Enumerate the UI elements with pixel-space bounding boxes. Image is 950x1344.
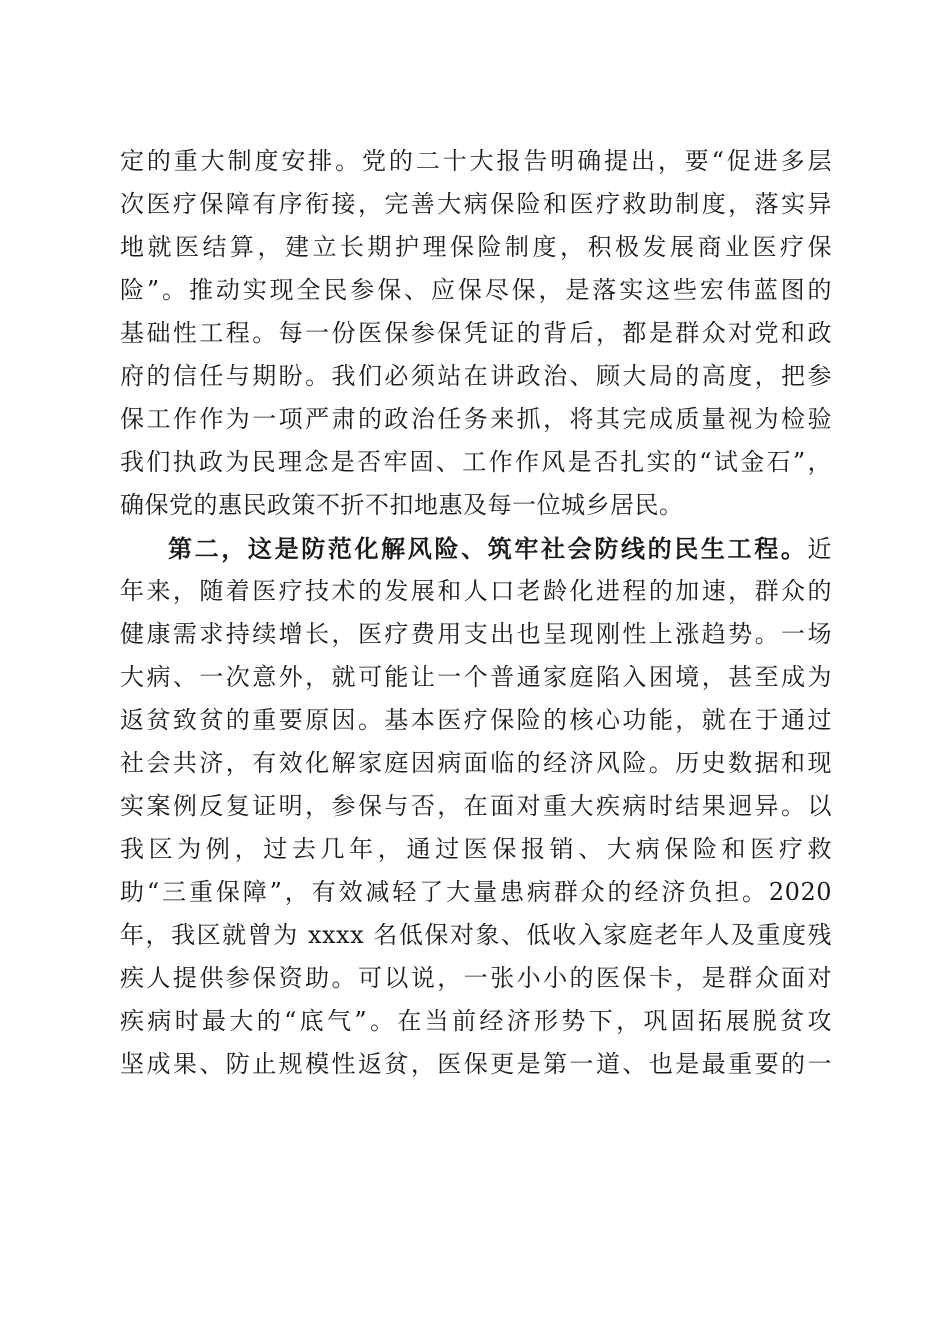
paragraph-2-line: 助“三重保障”，有效减轻了大量患病群众的经济负担。2020	[120, 878, 832, 906]
document-body	[120, 140, 832, 1086]
paragraph-2-line: 疾人提供参保资助。可以说，一张小小的医保卡，是群众面对	[120, 964, 832, 992]
paragraph-1-line: 险”。推动实现全民参保、应保尽保，是落实这些宏伟蓝图的	[120, 276, 832, 304]
paragraph-2-first-line	[120, 527, 832, 570]
paragraph-2-line: 大病、一次意外，就可能让一个普通家庭陷入困境，甚至成为	[120, 663, 832, 691]
paragraph-1-line: 保工作作为一项严肃的政治任务来抓，将其完成质量视为检验	[120, 405, 832, 433]
paragraph-2-text: 近	[807, 535, 832, 563]
paragraph-2-line: 健康需求持续增长，医疗费用支出也呈现刚性上涨趋势。一场	[120, 620, 832, 648]
paragraph-1-line: 地就医结算，建立长期护理保险制度，积极发展商业医疗保	[120, 233, 832, 261]
paragraph-1-line: 次医疗保障有序衔接，完善大病保险和医疗救助制度，落实异	[120, 190, 832, 218]
paragraph-2-line: 实案例反复证明，参保与否，在面对重大疾病时结果迥异。以	[120, 792, 832, 820]
paragraph-1-line: 我们执政为民理念是否牢固、工作作风是否扎实的“试金石”，	[120, 448, 832, 476]
paragraph-2-line: 社会共济，有效化解家庭因病面临的经济风险。历史数据和现	[120, 749, 832, 777]
paragraph-1-line: 基础性工程。每一份医保参保凭证的背后，都是群众对党和政	[120, 319, 832, 347]
paragraph-2-line: 年，我区就曾为 xxxx 名低保对象、低收入家庭老年人及重度残	[120, 921, 832, 949]
paragraph-2-line: 我区为例，过去几年，通过医保报销、大病保险和医疗救	[120, 835, 832, 863]
paragraph-1-line: 确保党的惠民政策不折不扣地惠及每一位城乡居民。	[120, 491, 684, 519]
paragraph-1-line: 府的信任与期盼。我们必须站在讲政治、顾大局的高度，把参	[120, 362, 832, 390]
paragraph-1-line: 定的重大制度安排。党的二十大报告明确提出，要“促进多层	[120, 147, 832, 175]
paragraph-2-line: 疾病时最大的“底气”。在当前经济形势下，巩固拓展脱贫攻	[120, 1007, 832, 1035]
paragraph-2-line: 坚成果、防止规模性返贫，医保更是第一道、也是最重要的一	[120, 1050, 832, 1078]
paragraph-2-line: 返贫致贫的重要原因。基本医疗保险的核心功能，就在于通过	[120, 706, 832, 734]
section-heading: 第二，这是防范化解风险、筑牢社会防线的民生工程。	[168, 534, 808, 563]
paragraph-2-line: 年来，随着医疗技术的发展和人口老龄化进程的加速，群众的	[120, 577, 832, 605]
